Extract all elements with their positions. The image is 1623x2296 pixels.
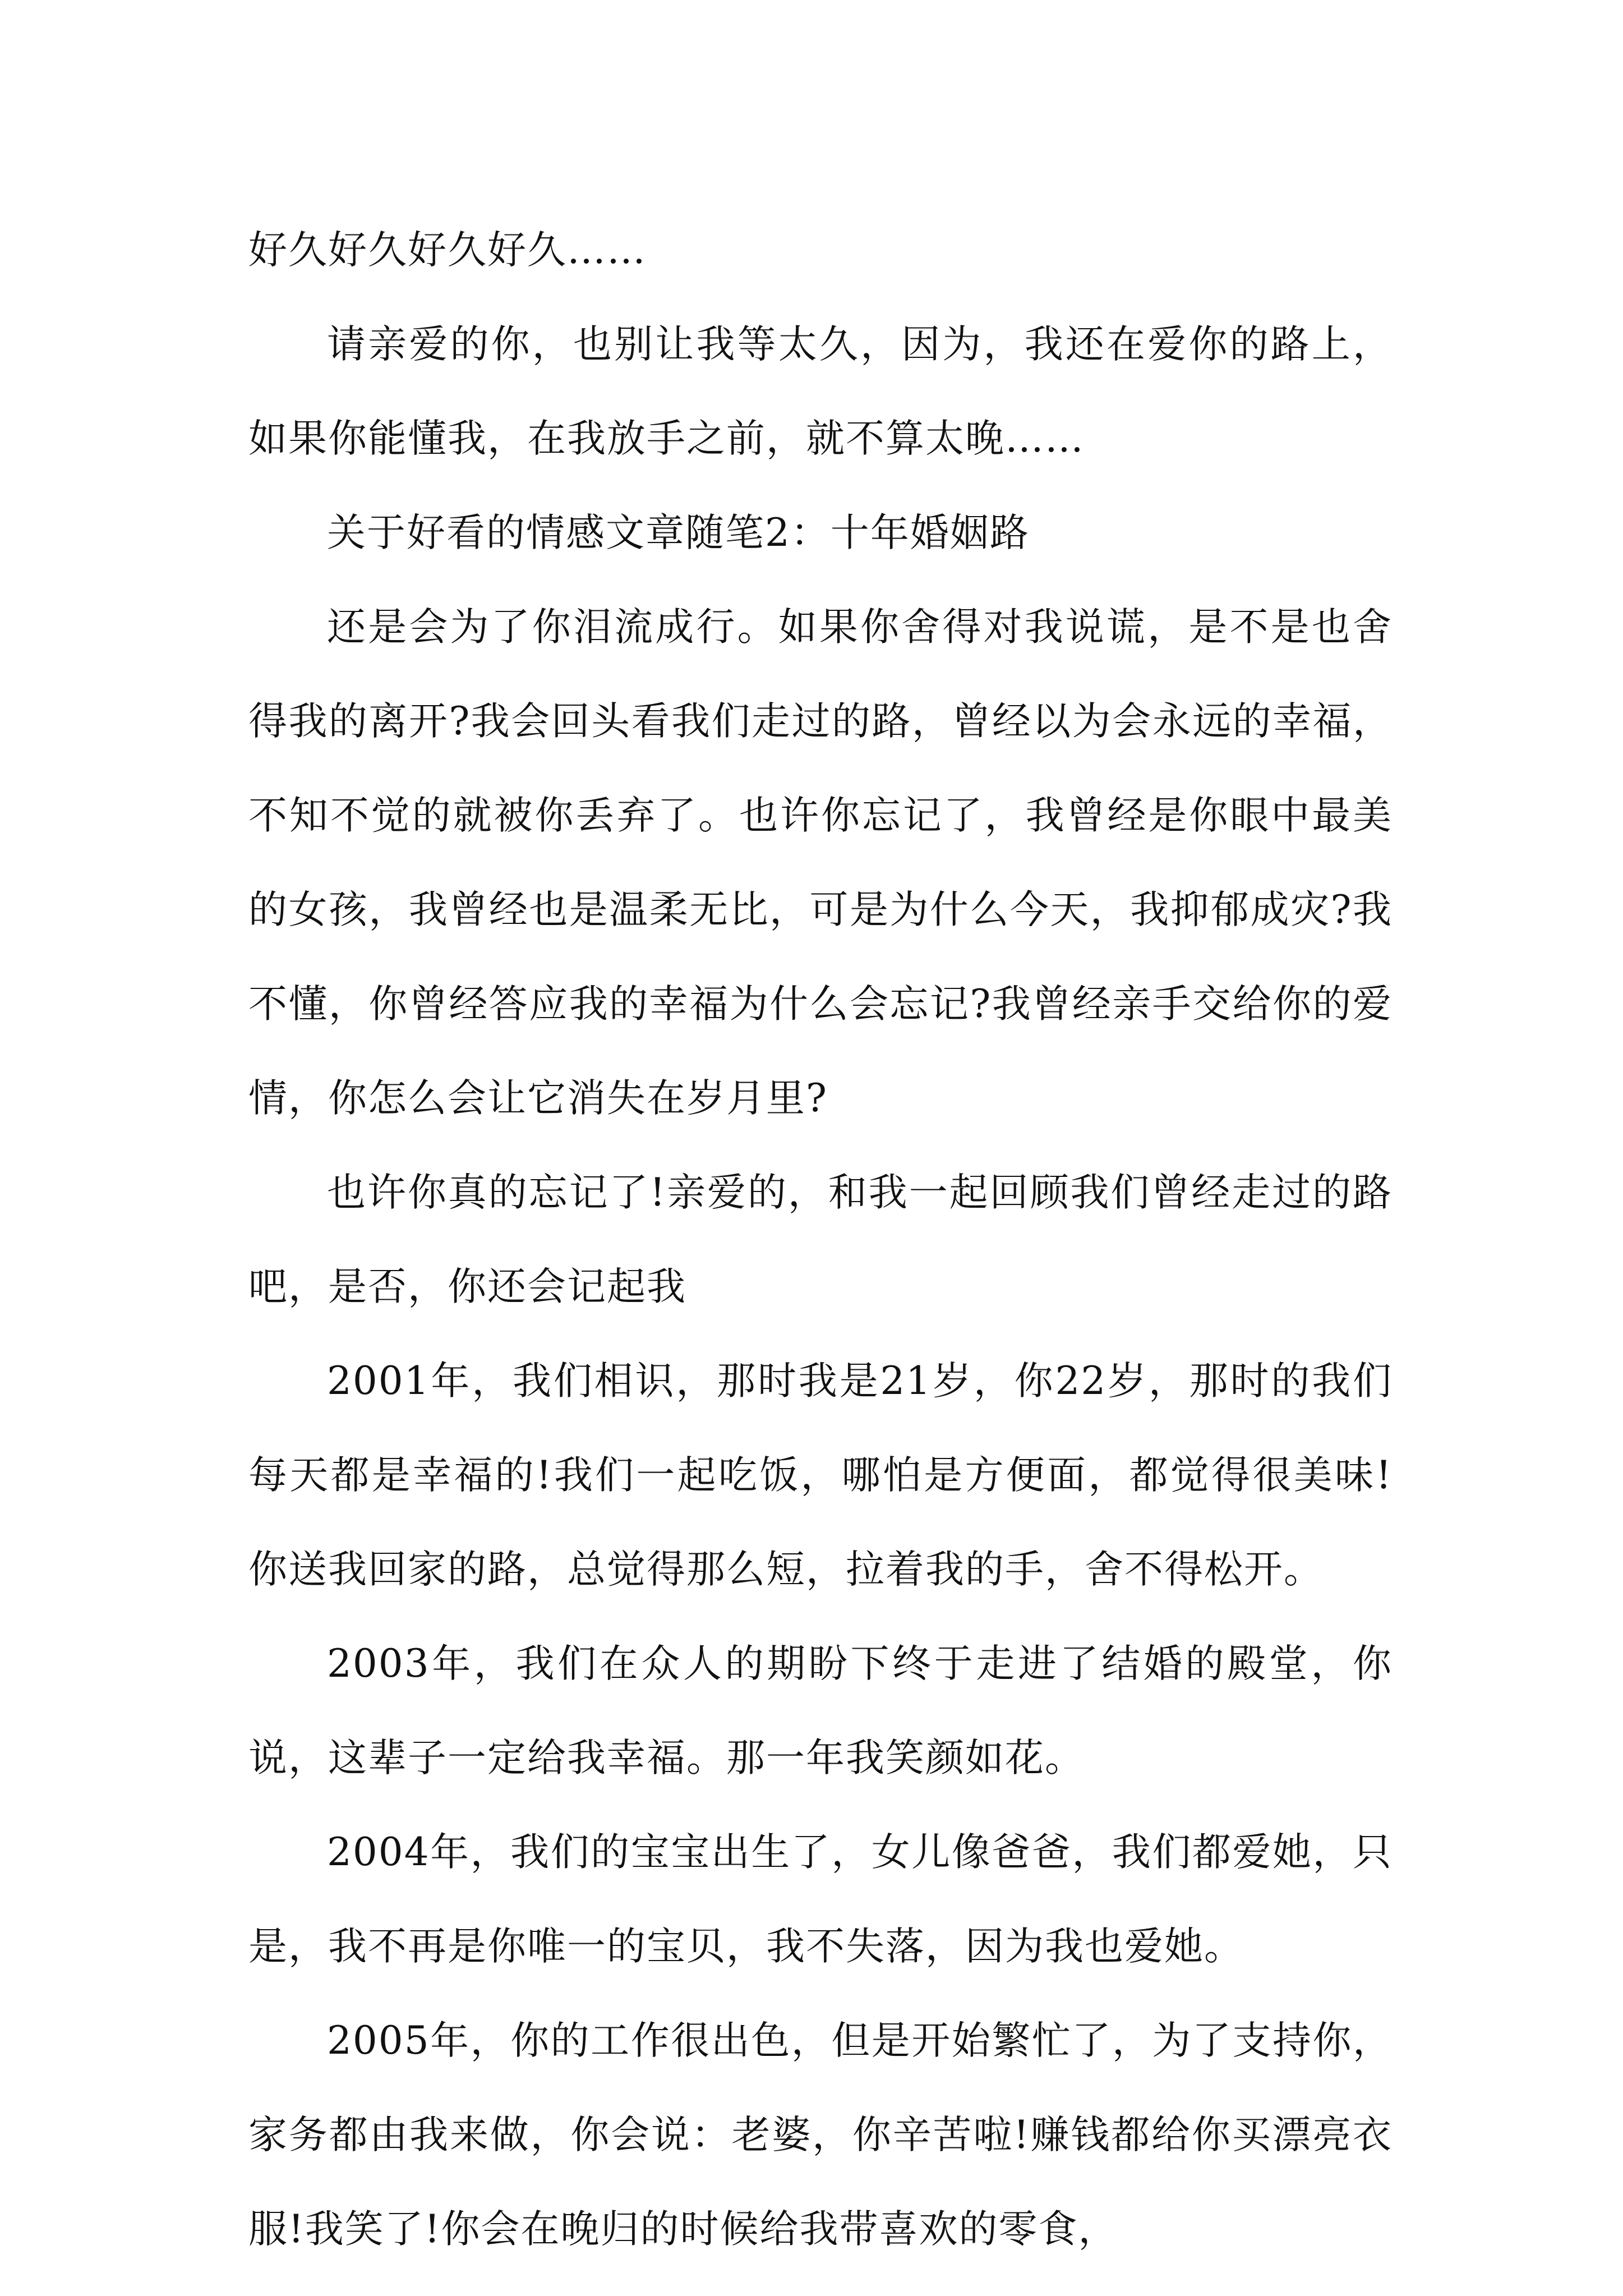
paragraph-2001: 2001年，我们相识，那时我是21岁，你22岁，那时的我们每天都是幸福的!我们一起吃饭，哪怕是方便面，都觉得很美味!你送我回家的路，总觉得那么短，拉着我的手，舍不得松开。 xyxy=(248,1359,1393,1592)
paragraph-2005: 2005年，你的工作很出色，但是开始繁忙了，为了支持你，家务都由我来做，你会说：老婆，你辛苦啦!赚钱都给你买漂亮衣服!我笑了!你会在晚归的时候给我带喜欢的零食， xyxy=(248,2018,1393,2252)
paragraph-1: 好久好久好久好久…… xyxy=(248,228,647,273)
paragraph-4: 也许你真的忘记了!亲爱的，和我一起回顾我们曾经走过的路吧，是否，你还会记起我 xyxy=(248,1170,1393,1309)
paragraph-2: 请亲爱的你，也别让我等太久，因为，我还在爱你的路上，如果你能懂我，在我放手之前，就不算太晚…… xyxy=(248,322,1393,461)
paragraph-2004: 2004年，我们的宝宝出生了，女儿像爸爸，我们都爱她，只是，我不再是你唯一的宝贝，我不失落，因为我也爱她。 xyxy=(248,1830,1393,1969)
section-heading: 关于好看的情感文章随笔2：十年婚姻路 xyxy=(327,510,1030,555)
paragraph-3: 还是会为了你泪流成行。如果你舍得对我说谎，是不是也舍得我的离开?我会回头看我们走过的路，曾经以为会永远的幸福，不知不觉的就被你丢弃了。也许你忘记了，我曾经是你眼中最美的女孩，我曾经也是温柔无比，可是为什么今天，我抑郁成灾?我不懂，你曾经答应我的幸福为什么会忘记?我曾经亲手交给你的爱情，你怎么会让它消失在岁月里? xyxy=(248,605,1393,1121)
document-body xyxy=(248,203,1393,2276)
paragraph-2003: 2003年，我们在众人的期盼下终于走进了结婚的殿堂，你说，这辈子一定给我幸福。那一年我笑颜如花。 xyxy=(248,1641,1393,1780)
